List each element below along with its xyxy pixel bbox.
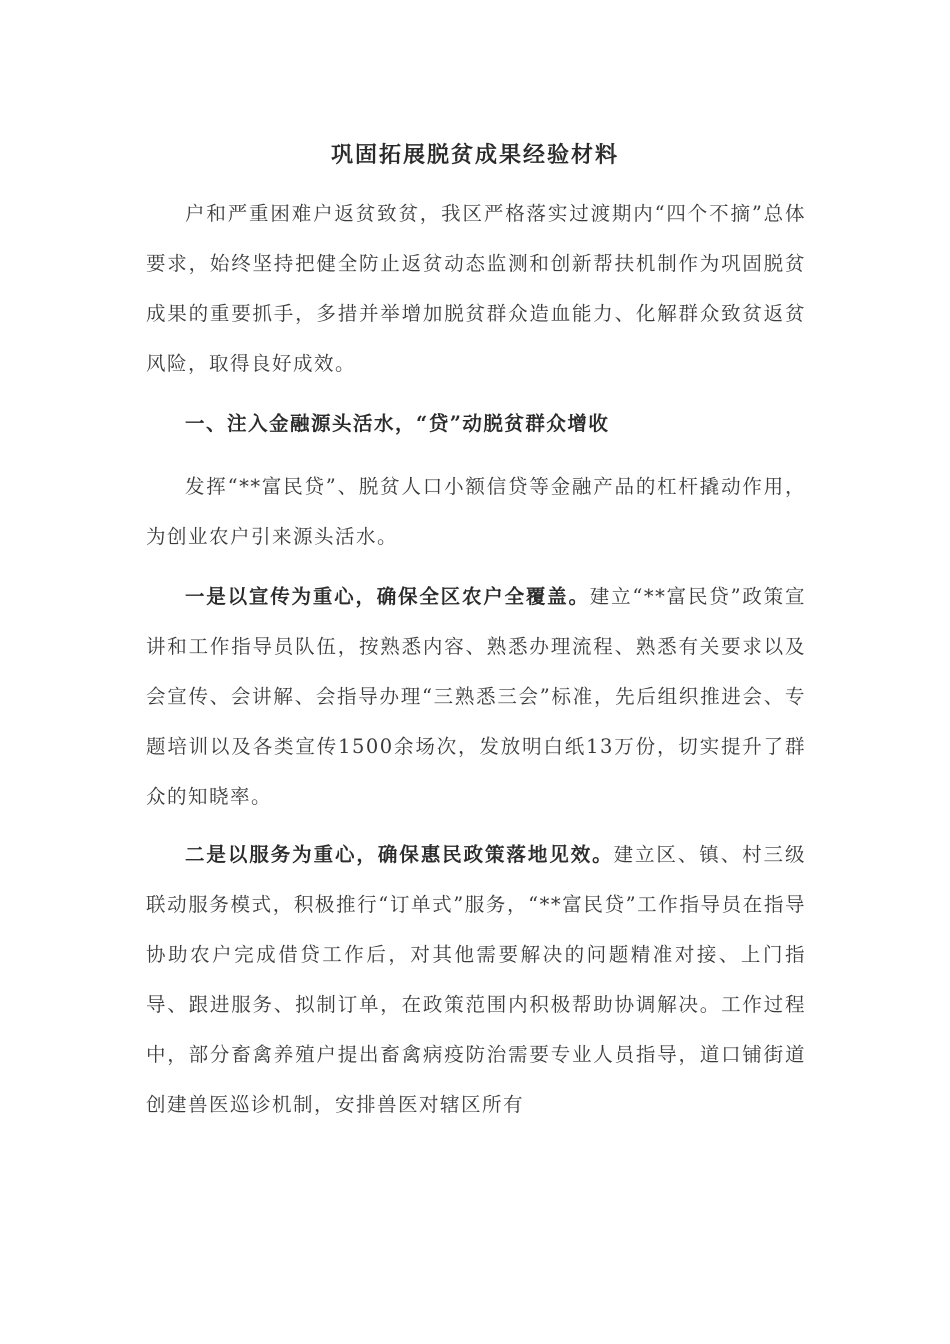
point-one-lead: 一是以宣传为重心，确保全区农户全覆盖。 — [185, 585, 590, 608]
intro-paragraph: 户和严重困难户返贫致贫，我区严格落实过渡期内“四个不摘”总体要求，始终坚持把健全防止返贫动态监测和创新帮扶机制作为巩固脱贫成果的重要抓手，多措并举增加脱贫群众造血能力、化解群众致贫返贫风险，取得良好成效。 — [146, 202, 806, 375]
point-one-paragraph — [146, 572, 806, 822]
point-two-paragraph — [146, 830, 806, 1130]
point-two-body: 建立区、镇、村三级联动服务模式，积极推行“订单式”服务，“**富民贷”工作指导员在指导协助农户完成借贷工作后，对其他需要解决的问题精准对接、上门指导、跟进服务、拟制订单，在政策范围内积极帮助协调解决。工作过程中，部分畜禽养殖户提出畜禽病疫防治需要专业人员指导，道口铺街道创建兽医巡诊机制，安排兽医对辖区所有 — [146, 843, 806, 1116]
point-two-lead: 二是以服务为重心，确保惠民政策落地见效。 — [185, 843, 614, 866]
section-one-intro-paragraph: 发挥“**富民贷”、脱贫人口小额信贷等金融产品的杠杆撬动作用，为创业农户引来源头活水。 — [146, 475, 806, 548]
section-one-heading: 一、注入金融源头活水，“贷”动脱贫群众增收 — [185, 412, 610, 435]
point-one-body: 建立“**富民贷”政策宣讲和工作指导员队伍，按熟悉内容、熟悉办理流程、熟悉有关要求以及会宣传、会讲解、会指导办理“三熟悉三会”标准，先后组织推进会、专题培训以及各类宣传1500余场次，发放明白纸13万份，切实提升了群众的知晓率。 — [146, 585, 806, 808]
page-title: 巩固拓展脱贫成果经验材料 — [330, 142, 619, 168]
